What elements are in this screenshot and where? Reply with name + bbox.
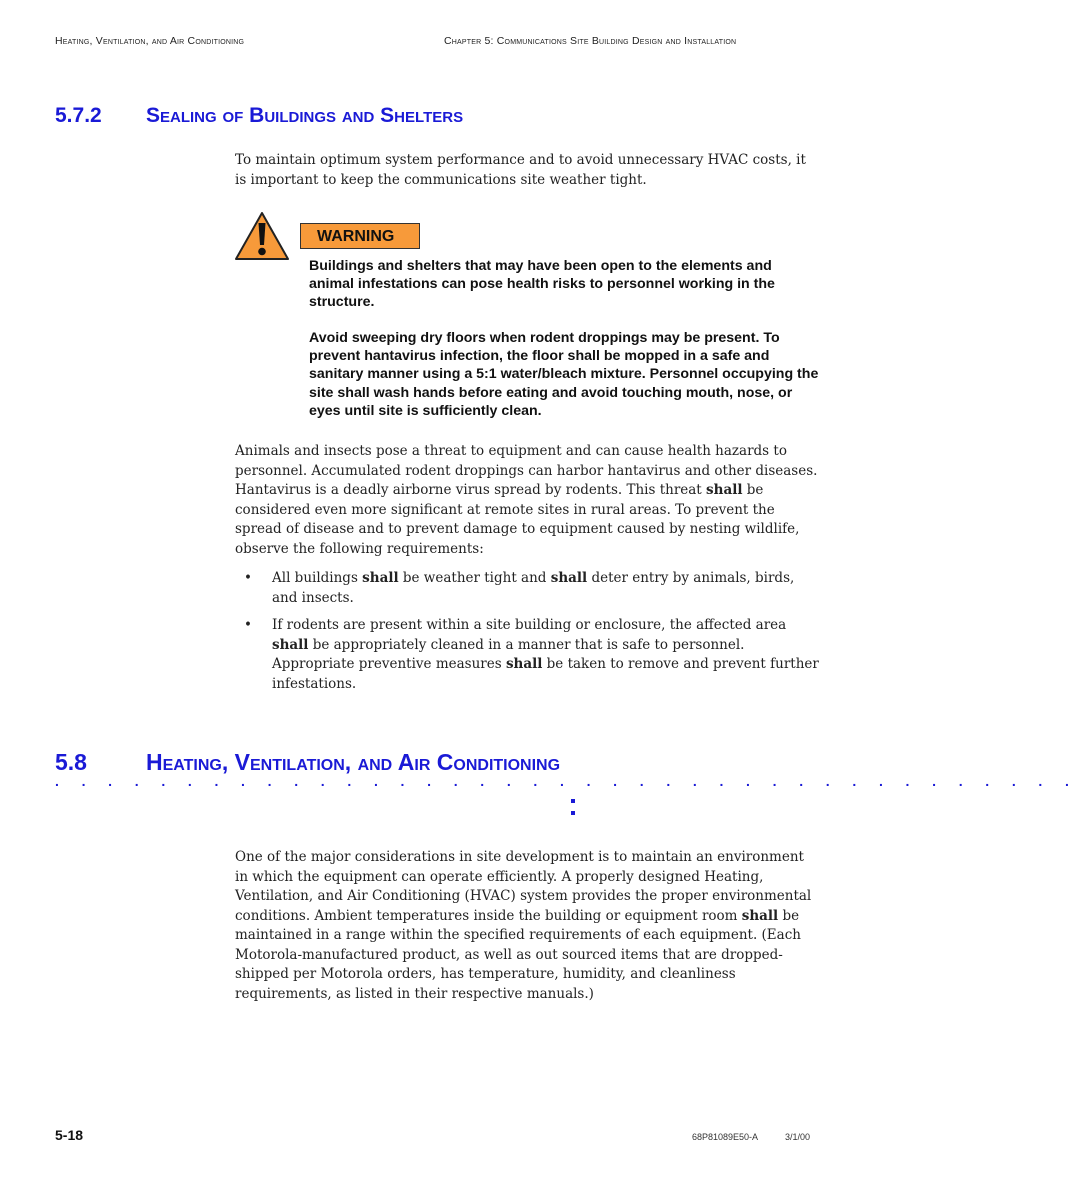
section-number-58: 5.8 [55,749,87,775]
section-title-58: Heating, Ventilation, and Air Conditioning [146,749,561,775]
section-title-572: Sealing of Buildings and Shelters [146,104,464,127]
warning-text-2: Avoid sweeping dry floors when rodent droppings may be present. To prevent hantavirus infection, the floor shall be mopped in a safe and sanitary manner using a 5:1 water/bleach mixture. Personnel occupying the site shall wash hands before eating and avoid touching mouth, nose, or eyes until site is sufficiently clean. [309,330,819,419]
warning-triangle-icon [234,211,290,261]
section-number-572: 5.7.2 [55,104,102,127]
requirements-list [235,569,820,702]
running-header-right: Chapter 5: Communications Site Building Design and Installation [444,35,737,47]
document-id: 68P81089E50-A [692,1132,759,1142]
animals-paragraph: Animals and insects pose a threat to equipment and can cause health hazards to personnel. Accumulated rodent droppings can harbor hantavirus and other diseases. Hantavirus is a deadly airborne virus spread by rodents. This threat shall be considered even more significant at remote sites in rural areas. To prevent the spread of disease and to prevent damage to equipment caused by nesting wildlife, observe the following requirements: [235,443,818,557]
bullet: • [244,570,252,586]
hvac-paragraph: One of the major considerations in site development is to maintain an environment in which the equipment can operate efficiently. A properly designed Heating, Ventilation, and Air Conditioning (HVAC) system provides the proper environmental conditions. Ambient temperatures inside the building or equipment room shall be maintained in a range within the specified requirements of each equipment. (Each Motorola-manufactured product, as well as out sourced items that are dropped-shipped per Motorola orders, has temperature, humidity, and cleanliness requirements, as listed in their respective manuals.) [235,849,812,1002]
page-number: 5-18 [55,1127,84,1143]
intro-paragraph: To maintain optimum system performance and to avoid unnecessary HVAC costs, it is important to keep the communications site weather tight. [235,152,806,188]
bullet: • [244,617,252,633]
dotted-rule-end [570,797,576,819]
list-item: • All buildings shall be weather tight and shall deter entry by animals, birds, and insects. [244,570,795,606]
dotted-rule: . . . . . . . . . . . . . . . . . . . . . . . . . . . . . . . . . . . . . . . [55,773,1078,789]
warning-label: WARNING [300,223,420,249]
list-item: • If rodents are present within a site building or enclosure, the affected area shall be appropriately cleaned in a manner that is safe to personnel. Appropriate preventive measures shall be taken to remove and prevent further infestations. [244,617,819,692]
running-header-left: Heating, Ventilation, and Air Conditioning [55,35,245,47]
warning-text-1: Buildings and shelters that may have been open to the elements and animal infestations can pose health risks to personnel working in the structure. [309,258,775,311]
document-date: 3/1/00 [785,1132,811,1142]
